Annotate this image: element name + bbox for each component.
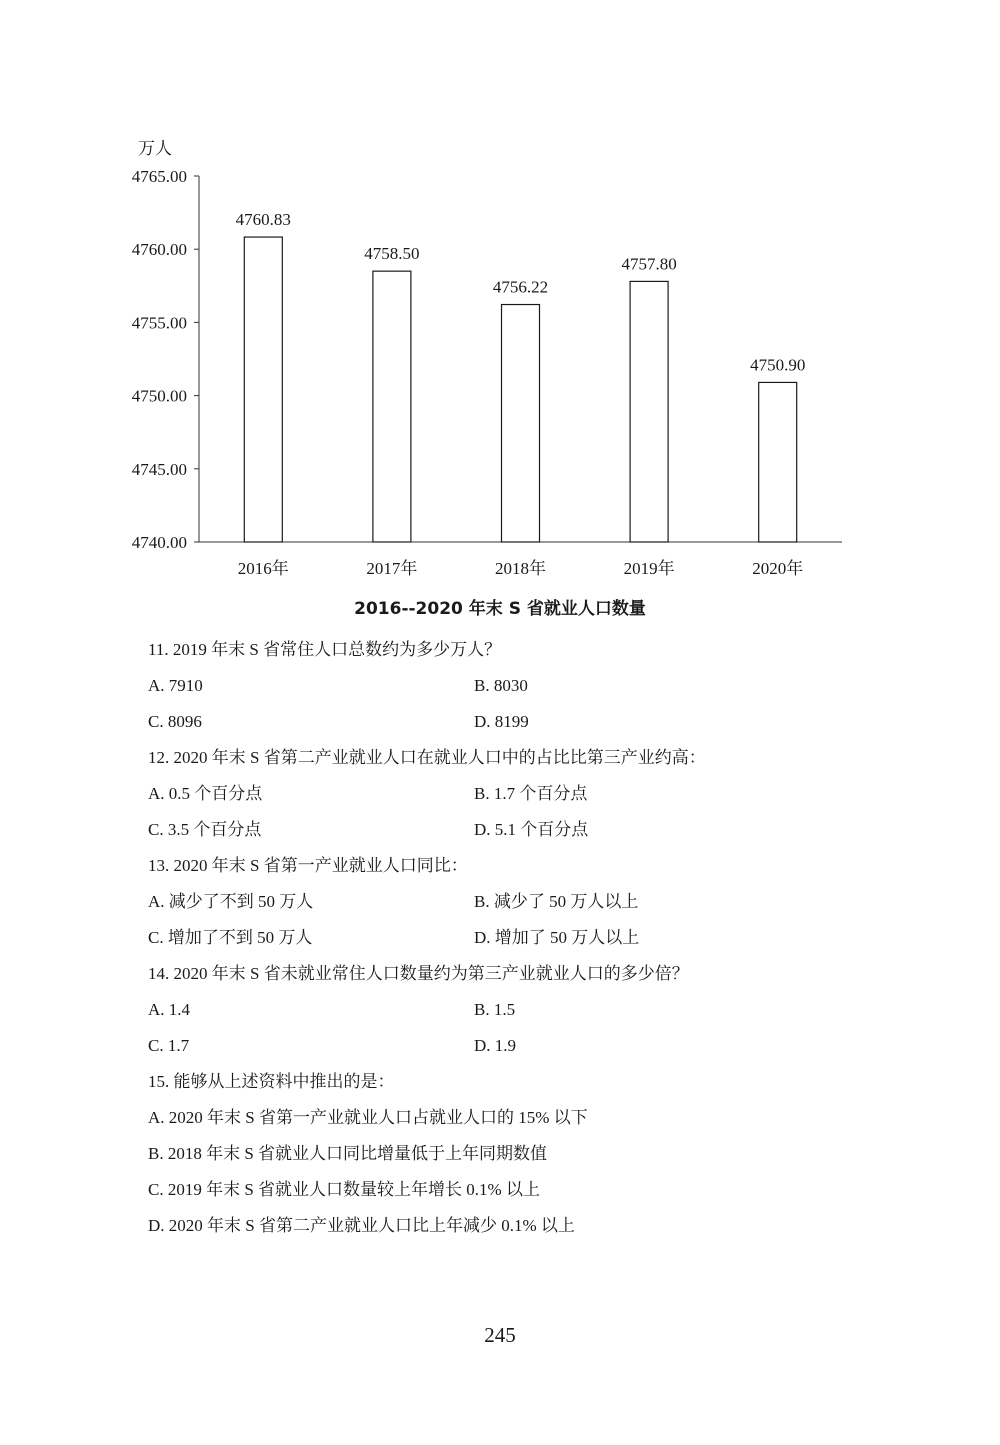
option-row	[148, 1208, 908, 1244]
option-row	[148, 668, 908, 704]
bar-value-label: 4750.90	[750, 355, 806, 375]
bar	[759, 382, 797, 542]
answer-option: B. 2018 年末 S 省就业人口同比增量低于上年同期数值	[148, 1144, 548, 1163]
option-row	[148, 776, 908, 812]
answer-option: A. 2020 年末 S 省第一产业就业人口占就业人口的 15% 以下	[148, 1108, 588, 1127]
answer-option: A. 0.5 个百分点	[148, 784, 263, 803]
x-category-label: 2020年	[752, 559, 804, 578]
option-row	[148, 920, 908, 956]
answer-option: D. 2020 年末 S 省第二产业就业人口比上年减少 0.1% 以上	[148, 1216, 575, 1235]
option-row	[148, 1172, 908, 1208]
option-row	[148, 992, 908, 1028]
y-tick-label: 4740.00	[131, 533, 187, 552]
answer-option: D. 增加了 50 万人以上	[474, 928, 640, 947]
answer-option: C. 1.7	[148, 1036, 190, 1055]
answer-option: D. 1.9	[474, 1036, 517, 1055]
question-stem: 14. 2020 年末 S 省未就业常住人口数量约为第三产业就业人口的多少倍？	[148, 964, 689, 983]
answer-option: C. 3.5 个百分点	[148, 820, 262, 839]
answer-option: B. 1.7 个百分点	[474, 784, 588, 803]
question-stem: 11. 2019 年末 S 省常住人口总数约为多少万人？	[148, 640, 502, 659]
y-tick-label: 4760.00	[131, 240, 187, 260]
bar-value-label: 4758.50	[364, 244, 420, 264]
question-stem: 15. 能够从上述资料中推出的是：	[148, 1072, 395, 1091]
option-row	[148, 812, 908, 848]
x-category-label: 2016年	[237, 559, 289, 578]
page-number: 245	[484, 1323, 516, 1347]
y-tick-label: 4755.00	[131, 313, 187, 333]
answer-option: B. 8030	[474, 676, 528, 695]
x-category-label: 2018年	[495, 559, 546, 578]
bar	[630, 281, 668, 542]
y-tick-label: 4750.00	[131, 386, 187, 406]
bar	[244, 237, 282, 542]
answer-option: B. 减少了 50 万人以上	[474, 892, 639, 911]
y-tick-label: 4745.00	[131, 459, 187, 479]
bar	[373, 271, 411, 542]
option-row	[148, 884, 908, 920]
answer-option: A. 1.4	[148, 1000, 191, 1019]
question-stem: 12. 2020 年末 S 省第二产业就业人口在就业人口中的占比比第三产业约高：	[148, 748, 706, 767]
x-category-label: 2017年	[366, 559, 418, 578]
option-row	[148, 1028, 908, 1064]
answer-option: A. 7910	[148, 676, 203, 695]
question-list	[148, 632, 908, 1244]
answer-option: A. 减少了不到 50 万人	[148, 892, 314, 911]
answer-option: D. 5.1 个百分点	[474, 820, 589, 839]
x-category-label: 2019年	[623, 559, 675, 578]
answer-option: C. 8096	[148, 712, 202, 731]
question-stem: 13. 2020 年末 S 省第一产业就业人口同比：	[148, 856, 468, 875]
answer-option: D. 8199	[474, 712, 529, 731]
option-row	[148, 1136, 908, 1172]
bar-value-label: 4756.22	[492, 277, 549, 297]
answer-option: B. 1.5	[474, 1000, 516, 1019]
answer-option: C. 2019 年末 S 省就业人口数量较上年增长 0.1% 以上	[148, 1180, 540, 1199]
bar	[502, 305, 540, 542]
answer-option: C. 增加了不到 50 万人	[148, 928, 313, 947]
bar-value-label: 4757.80	[621, 254, 677, 274]
y-axis-unit-label: 万人	[138, 139, 172, 158]
option-row	[148, 704, 908, 740]
option-row	[148, 1100, 908, 1136]
bar-value-label: 4760.83	[235, 210, 291, 230]
y-tick-label: 4765.00	[131, 167, 187, 186]
chart-title: 2016--2020 年末 S 省就业人口数量	[354, 599, 646, 619]
employment-bar-chart	[0, 0, 1000, 590]
